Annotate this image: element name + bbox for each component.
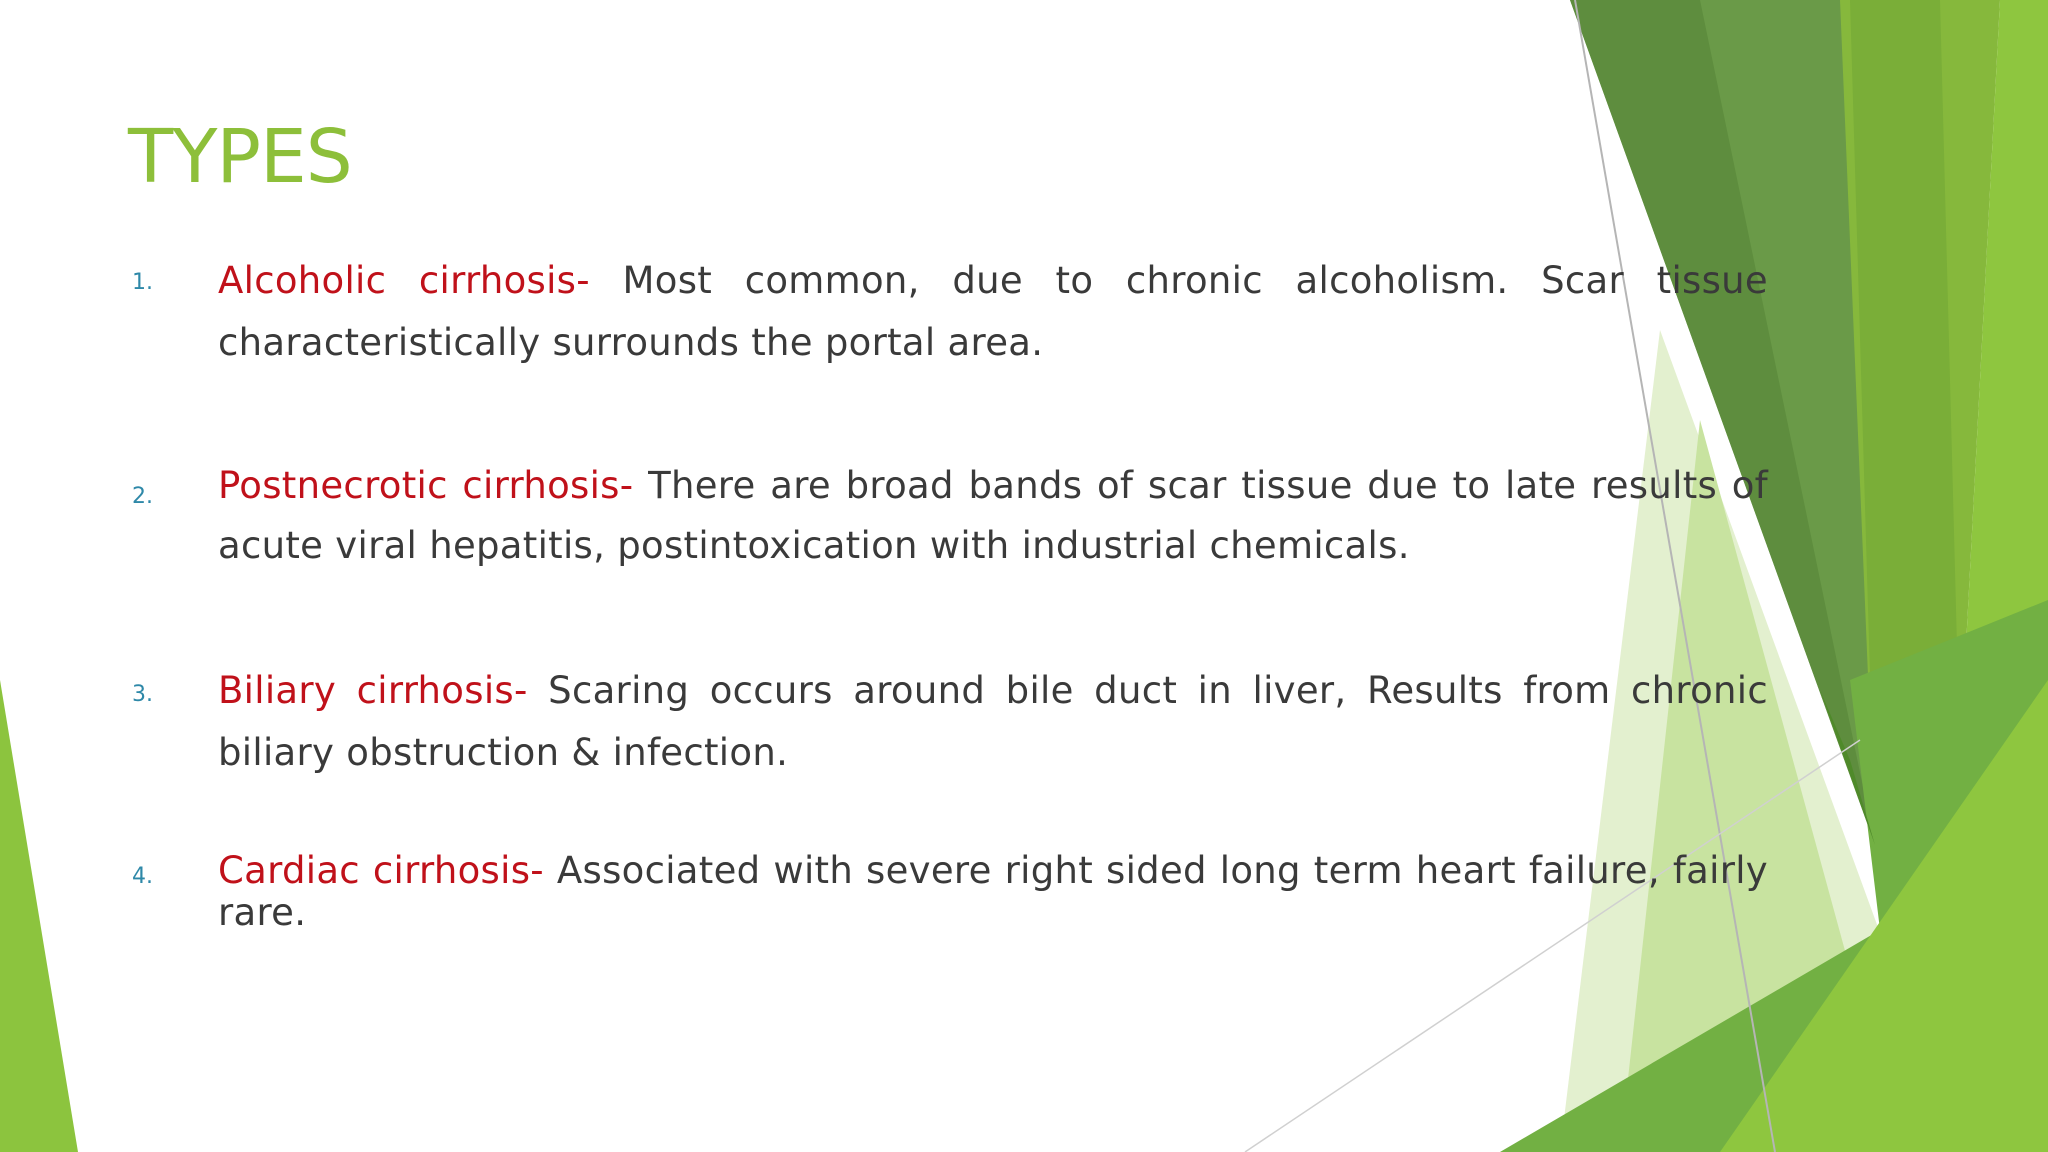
list-text: [218, 456, 1768, 576]
term-label: Alcoholic cirrhosis-: [218, 259, 590, 302]
term-label: Cardiac cirrhosis-: [218, 849, 544, 892]
term-description: Most common, due to chronic alcoholism. Scar tissue characteristically surrounds the portal area.: [218, 259, 1768, 364]
list-number: 4.: [132, 864, 153, 889]
term-label: Biliary cirrhosis-: [218, 669, 528, 712]
term-description: There are broad bands of scar tissue due to late results of acute viral hepatitis, postintoxication with industrial chemicals.: [218, 464, 1769, 567]
term-description: Associated with severe right sided long term heart failure, fairly rare.: [218, 849, 1768, 934]
list-text: [218, 660, 1768, 784]
list-text: [218, 250, 1768, 374]
slide-title: TYPES: [128, 114, 352, 200]
list-number: 3.: [132, 682, 153, 707]
list-text: [218, 850, 1768, 934]
term-label: Postnecrotic cirrhosis-: [218, 464, 634, 507]
term-description: Scaring occurs around bile duct in liver, Results from chronic biliary obstruction & infection.: [218, 669, 1769, 774]
list-number: 1.: [132, 270, 153, 295]
list-number: 2.: [132, 484, 153, 509]
left-green-sliver: [0, 680, 78, 1152]
